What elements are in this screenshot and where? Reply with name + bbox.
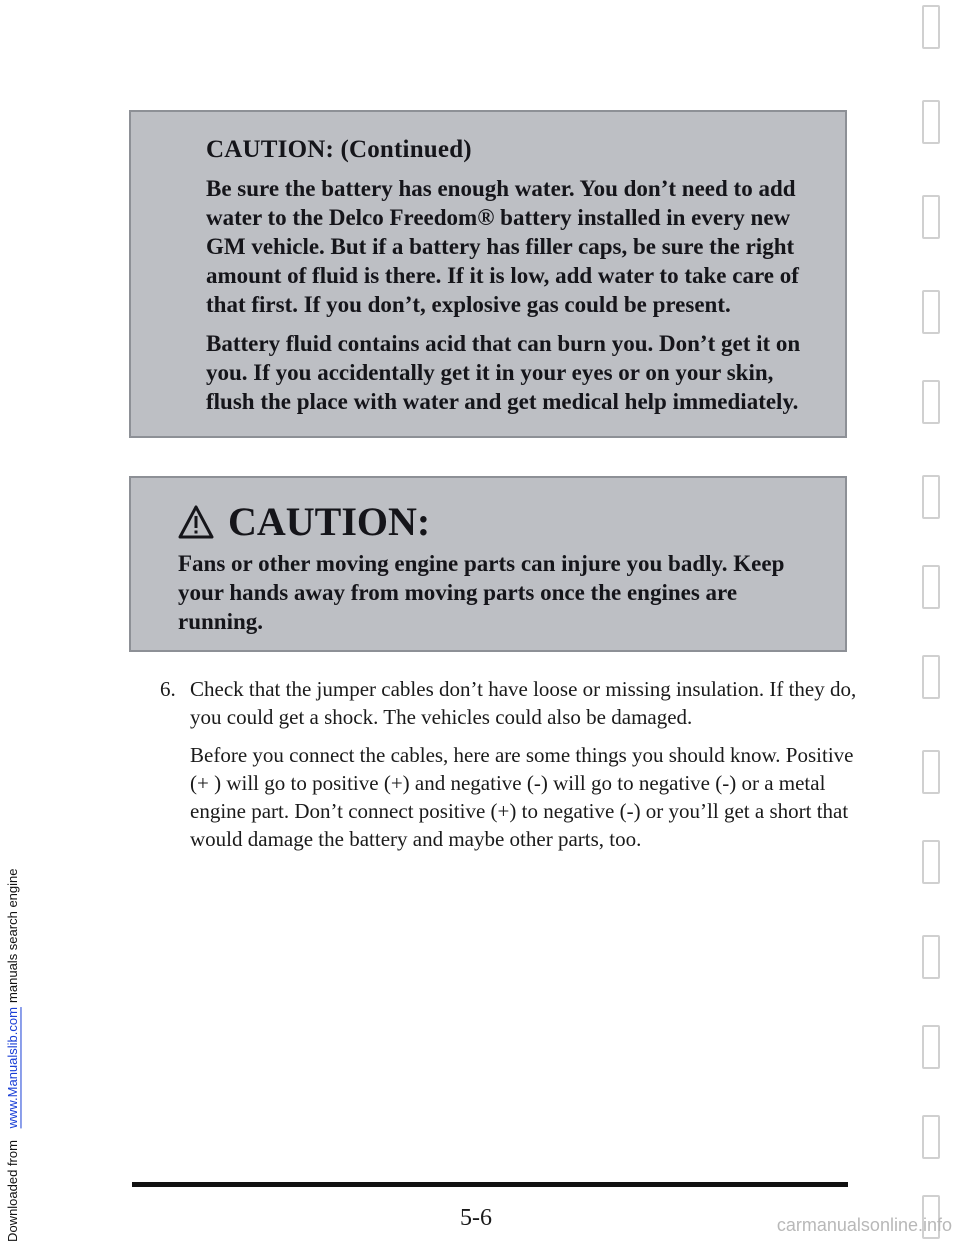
section-tab: [922, 750, 940, 794]
instructions: [160, 675, 860, 853]
section-tab: [922, 1025, 940, 1069]
caution-paragraph-water: Be sure the battery has enough water. You don’t need to add water to the Delco Freedom® battery installed in every new GM vehicle. But if a battery has filler caps, be sure the right amount of fluid is there. If it is low, add water to take care of that first. If you don’t, explosive gas could be present.: [206, 176, 799, 317]
section-tab: [922, 5, 940, 49]
section-tab: [922, 195, 940, 239]
caution-fans-heading: CAUTION:: [228, 499, 431, 544]
caution-fans-header: [178, 498, 845, 545]
caution-fans-text: Fans or other moving engine parts can injure you badly. Keep your hands away from moving parts once the engines are running.: [178, 551, 785, 634]
caution-fans-box: [129, 476, 847, 652]
section-tab: [922, 290, 940, 334]
step-6: [160, 675, 860, 731]
step-text: Check that the jumper cables don’t have loose or missing insulation. If they do, you could get a shock. The vehicles could also be damaged.: [190, 677, 857, 729]
section-tab: [922, 475, 940, 519]
step-number: 6.: [160, 677, 176, 701]
manualslib-link[interactable]: www.Manualslib.com: [4, 1007, 20, 1129]
banner-prefix: Downloaded from: [4, 1140, 20, 1242]
section-tab: [922, 1115, 940, 1159]
warning-triangle-icon: [178, 505, 214, 539]
page-number: 5-6: [460, 1205, 492, 1231]
section-tab: [922, 565, 940, 609]
banner-suffix: manuals search engine: [4, 869, 20, 1004]
caution-continued-box: [129, 110, 847, 438]
section-tab: [922, 100, 940, 144]
connection-note: Before you connect the cables, here are some things you should know. Positive (+ ) will go to positive (+) and negative (-) will go to negative (-) or a metal engine part. Don’t connect positive (+) to negative (-) or you’ll get a short that would damage the battery and maybe other parts, too.: [190, 743, 854, 851]
section-tab: [922, 840, 940, 884]
watermark: carmanualsonline.info: [776, 1215, 952, 1235]
section-tab: [922, 655, 940, 699]
footer-rule: [132, 1182, 848, 1187]
section-tab: [922, 380, 940, 424]
caution-paragraph-acid: Battery fluid contains acid that can burn you. Don’t get it on you. If you accidentally get it in your eyes or on your skin, flush the place with water and get medical help immediately.: [206, 331, 801, 414]
download-banner: [0, 0, 24, 1242]
section-tab: [922, 935, 940, 979]
caution-continued-heading: CAUTION: (Continued): [206, 136, 472, 163]
